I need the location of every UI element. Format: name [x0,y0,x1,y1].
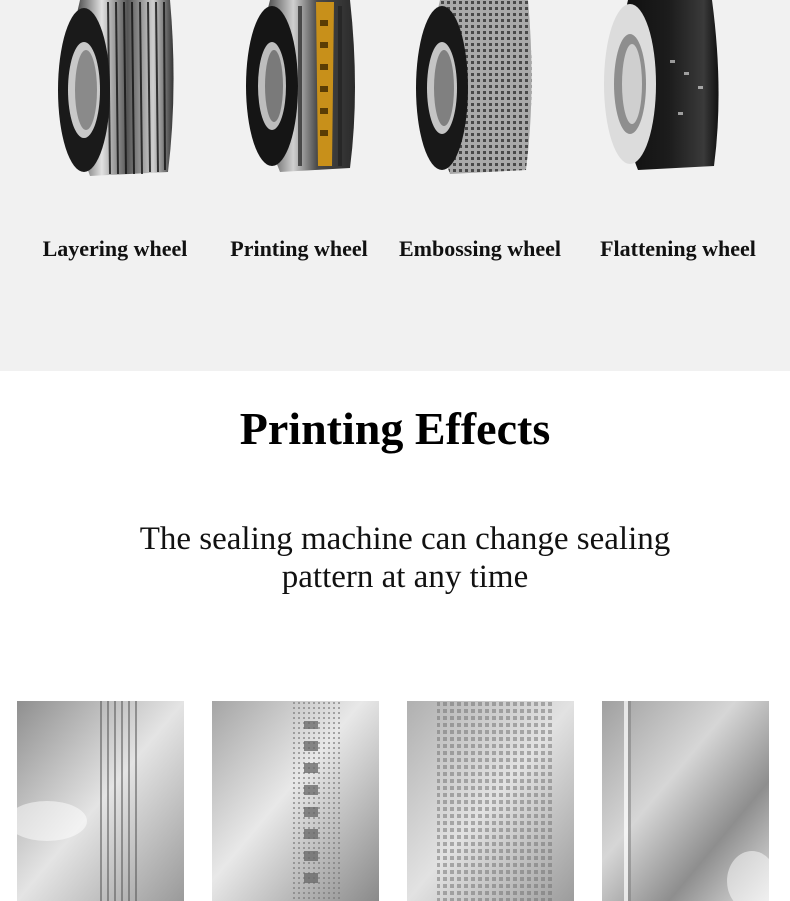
wheel-label-embossing: Embossing wheel [399,236,561,261]
wheel-label-printing: Printing wheel [230,236,368,261]
printing-wheel-icon [238,0,368,180]
flat-seal-sample [602,701,769,901]
embossing-wheel-icon [410,0,540,180]
flattening-wheel-icon [600,0,730,180]
layering-wheel-icon [50,0,180,180]
embossed-seal-sample [407,701,574,901]
printed-seal-sample [212,701,379,901]
wheel-label-layering: Layering wheel [42,236,188,261]
section-title: Printing Effects [239,403,551,454]
layered-seal-sample [17,701,184,901]
wheel-label-flattening: Flattening wheel [600,236,756,261]
section-subtitle: The sealing machine can change sealing pattern at any time [139,521,671,595]
